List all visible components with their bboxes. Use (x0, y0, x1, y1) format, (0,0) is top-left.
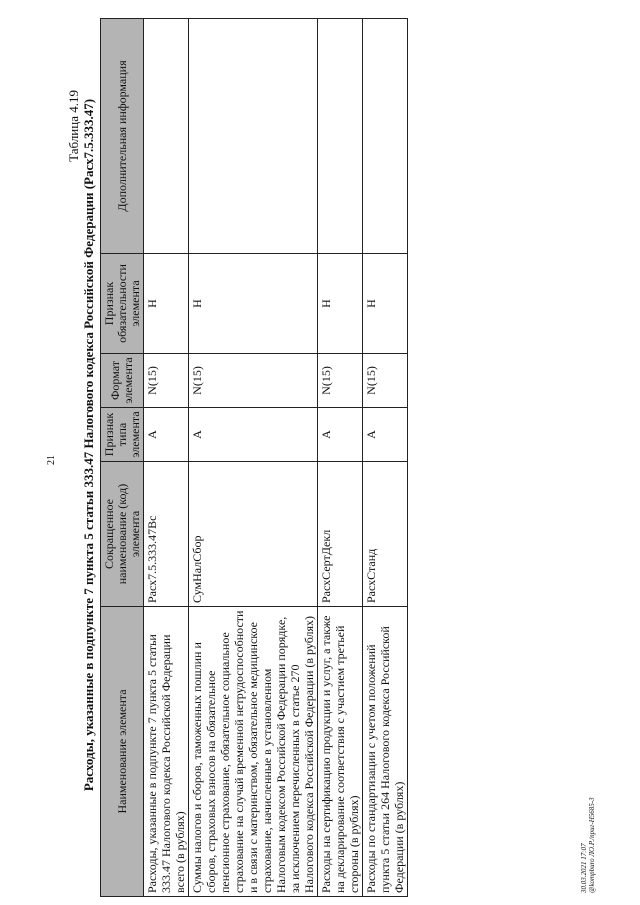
cell-type: А (318, 408, 363, 462)
table-row (318, 19, 363, 897)
header-format: Формат элемента (101, 354, 144, 408)
table-row (363, 19, 408, 897)
header-type: Признак типа элемента (101, 408, 144, 462)
header-required: Признак обязательности элемента (101, 254, 144, 354)
cell-required: Н (144, 254, 189, 354)
table-row (189, 19, 318, 897)
footer-stamp (580, 797, 596, 893)
cell-info (189, 19, 318, 254)
cell-type: А (189, 408, 318, 462)
cell-name: Суммы налогов и сборов, таможенных пошлин и сборов, страховых взносов на обязательное пенсионное страхование, обязательное социальное страхование на случай временной нетрудоспособности и в связи с материнством, обязательное медицинское страхование, начисленные в установленном Налоговым кодексом Российской Федерации порядке, за исключением перечисленных в статье 270 Налогового кодекса Российской Федерации (в рублях) (189, 607, 318, 897)
page-number: 21 (46, 455, 57, 465)
cell-code: РасхСертДекл (318, 462, 363, 607)
cell-name: Расходы по стандартизации с учетом положений пункта 5 статьи 264 Налогового кодекса Российской Федерации (в рублях) (363, 607, 408, 897)
cell-required: Н (318, 254, 363, 354)
cell-format: N(15) (144, 354, 189, 408)
cell-name: Расходы на сертификацию продукции и услуг, а также на декларирование соответствия с участием третьей стороны (в рублях) (318, 607, 363, 897)
cell-type: А (144, 408, 189, 462)
footer-date: 30.03.2021 17:07 (580, 843, 588, 893)
table-number: Таблица 4.19 (66, 90, 81, 162)
footer-id: @kompburo ЛО.Р./приг-Н5685-3 (588, 797, 596, 893)
elements-table (100, 18, 408, 897)
cell-format: N(15) (189, 354, 318, 408)
cell-code: РасхСтанд (363, 462, 408, 607)
cell-info (363, 19, 408, 254)
header-info: Дополнительная информация (101, 19, 144, 254)
cell-code: СумНалСбор (189, 462, 318, 607)
header-short-name: Сокращенное наименование (код) элемента (101, 462, 144, 607)
cell-required: Н (189, 254, 318, 354)
header-name: Наименование элемента (101, 607, 144, 897)
cell-format: N(15) (318, 354, 363, 408)
cell-code: Расх7.5.333.47Вс (144, 462, 189, 607)
table-row (144, 19, 189, 897)
table-title: Расходы, указанные в подпункте 7 пункта 5 статьи 333.47 Налогового кодекса Российской Федерации (Расх7.5.333.47) (81, 98, 96, 792)
cell-info (144, 19, 189, 254)
cell-format: N(15) (363, 354, 408, 408)
table-header-row (101, 19, 144, 897)
cell-type: А (363, 408, 408, 462)
cell-info (318, 19, 363, 254)
cell-required: Н (363, 254, 408, 354)
cell-name: Расходы, указанные в подпункте 7 пункта 5 статьи 333.47 Налогового кодекса Российской Федерации всего (в рублях) (144, 607, 189, 897)
